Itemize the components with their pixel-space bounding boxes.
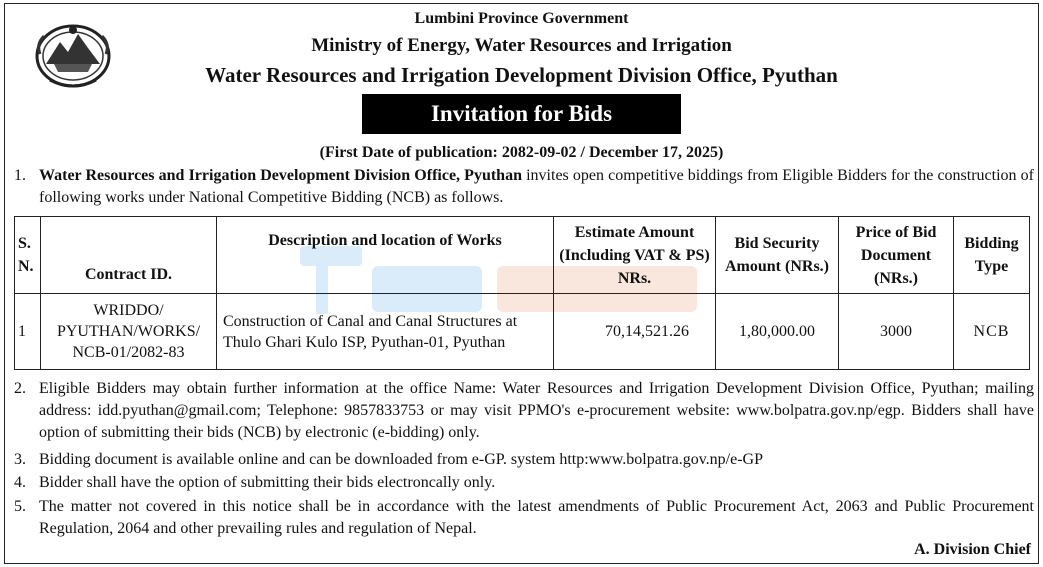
- cell-description: Construction of Canal and Canal Structures at Thulo Ghari Kulo ISP, Pyuthan-01, Pyuthan: [217, 294, 554, 370]
- clause-2: [14, 378, 1034, 444]
- header-contract-id: Contract ID.: [41, 217, 217, 294]
- cell-contract-id: WRIDDO/ PYUTHAN/WORKS/ NCB-01/2082-83: [41, 294, 217, 370]
- clause-text: invites open competitive biddings from Eligible Bidders for the construction of following works under National Competitive Bidding (NCB) as follows.: [39, 167, 1035, 206]
- clause-5: [14, 496, 1034, 540]
- clause-text: The matter not covered in this notice shall be in accordance with the latest amendments of Public Procurement Act, 2063 and Public Procurement Regulation, 2064 and other prevailing rules and regulation of Nepal.: [39, 498, 1034, 537]
- clause-number: 2.: [14, 380, 26, 397]
- clause-number: 1.: [14, 167, 26, 184]
- clause-text: Bidding document is available online and can be downloaded from e-GP. system http:www.bolpatra.gov.np/e-GP: [39, 451, 763, 468]
- header-price-bid-document: Price of Bid Document (NRs.): [839, 217, 954, 294]
- header-description: Description and location of Works: [217, 217, 554, 294]
- clause-number: 5.: [14, 498, 26, 515]
- clause-text: Bidder shall have the option of submitting their bids electroncally only.: [39, 474, 496, 491]
- header-bidding-type: Bidding Type: [954, 217, 1030, 294]
- clause-4: [14, 472, 1034, 494]
- clause-text: Eligible Bidders may obtain further information at the office Name: Water Resources and Irrigation Development Division Office, Pyuthan; mailing address: idd.pyuthan@gmail.com; Telephone: 9857833753 or may visit PPMO's e-procurement website: www.bolpatra.gov.np/egp. Bidders shall have option of submitting their bids (NCB) by electronic (e-bidding) only.: [39, 380, 1034, 441]
- cell-bidding-type: NCB: [954, 294, 1030, 370]
- bids-table: [14, 216, 1030, 370]
- government-name: Lumbini Province Government: [414, 10, 629, 27]
- cell-sn: 1: [15, 294, 41, 370]
- clause-number: 4.: [14, 474, 26, 491]
- cell-bid-security: 1,80,000.00: [716, 294, 839, 370]
- ministry-name: Ministry of Energy, Water Resources and Irrigation: [311, 35, 732, 56]
- header-bid-security: Bid Security Amount (NRs.): [716, 217, 839, 294]
- signature: A. Division Chief: [914, 541, 1031, 558]
- clause-1: [14, 165, 1034, 209]
- table-header-row: [15, 217, 1030, 294]
- cell-price: 3000: [839, 294, 954, 370]
- office-name: Water Resources and Irrigation Development Division Office, Pyuthan: [205, 63, 838, 87]
- clause-office-name: Water Resources and Irrigation Development Division Office, Pyuthan: [39, 167, 522, 184]
- cell-estimate-amount: 70,14,521.26: [554, 294, 716, 370]
- clause-number: 3.: [14, 451, 26, 468]
- clause-3: [14, 449, 1034, 471]
- header-estimate-amount: Estimate Amount (Including VAT & PS) NRs.: [554, 217, 716, 294]
- table-row: [15, 294, 1030, 370]
- notice-title: Invitation for Bids: [362, 94, 681, 134]
- header-sn: S. N.: [15, 217, 41, 294]
- publication-date: (First Date of publication: 2082-09-02 / December 17, 2025): [319, 144, 724, 161]
